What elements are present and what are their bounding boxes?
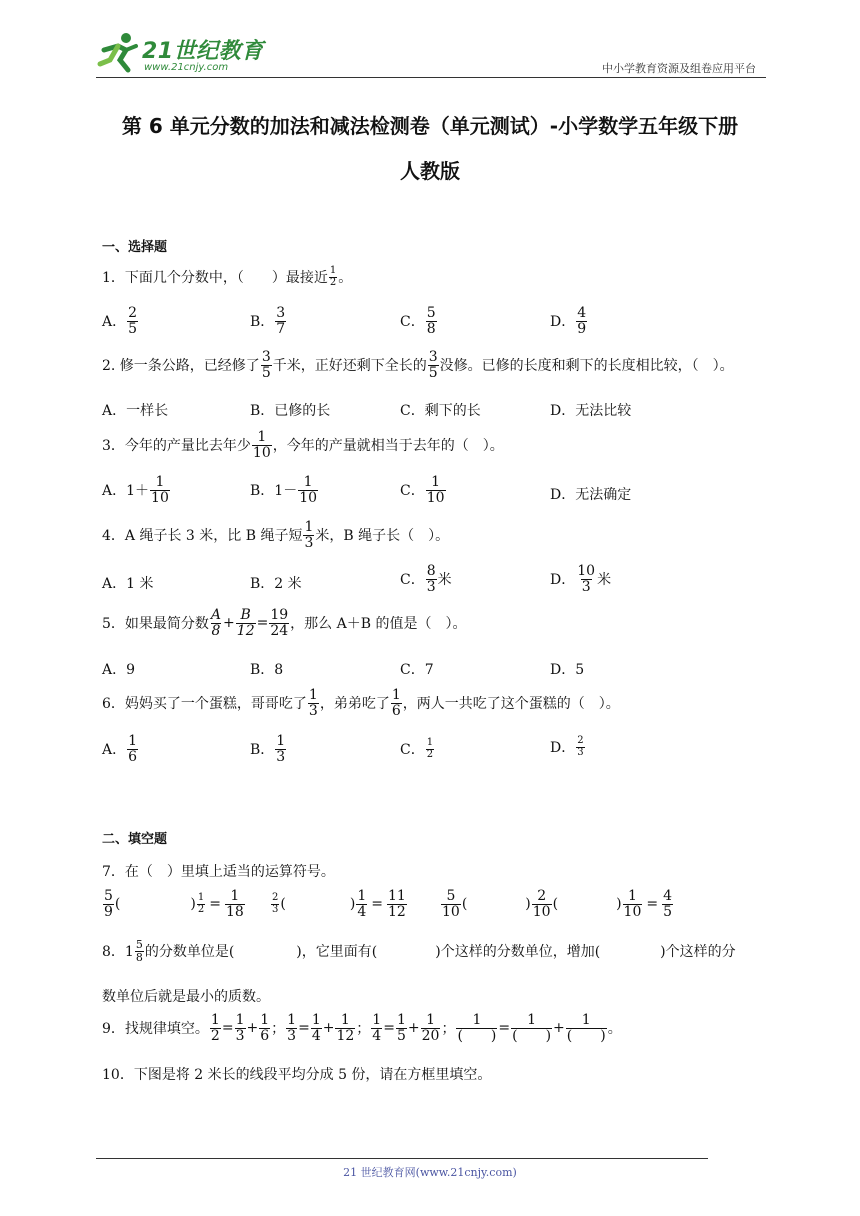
q2-fraction-1: $\frac{3}{5}$ — [261, 349, 271, 381]
q7-expression-3: $\frac{5}{10}$ ( ) $\frac{2}{10}$ ( ) $\frac{1}{10}$ = $\frac{4}{5}$ — [442, 888, 673, 920]
question-10: 10．下图是将 2 米长的线段平均分成 5 份，请在方框里填空。 — [102, 1067, 492, 1083]
q1-option-b[interactable]: B． $\frac{3}{7}$ — [250, 305, 286, 337]
q2-option-a[interactable]: A．一样长 — [102, 403, 169, 419]
q4-option-d[interactable]: D． $\frac{10}{3}$ 米 — [550, 563, 612, 595]
q2-option-c[interactable]: C．剩下的长 — [400, 403, 481, 419]
page-title-line1: 第 6 单元分数的加法和减法检测卷（单元测试）-小学数学五年级下册 — [121, 114, 739, 138]
q2-text: 2. 修一条公路，已经修了 — [102, 358, 260, 375]
q6-option-d[interactable]: D． $\frac{2}{3}$ — [550, 735, 584, 758]
site-logo — [96, 30, 264, 76]
q2-option-d[interactable]: D．无法比较 — [550, 403, 632, 419]
page-title-line2: 人教版 — [400, 159, 460, 183]
q8-line-2: 数单位后就是最小的质数。 — [102, 989, 270, 1005]
q2-option-b[interactable]: B．已修的长 — [250, 403, 331, 419]
q5-fraction-a: $\frac{A}{8}$ — [210, 607, 222, 639]
q5-text-end: ，那么 A＋B 的值是（ ）。 — [290, 616, 467, 633]
q4-option-b[interactable]: B．2 米 — [250, 576, 302, 592]
question-8: 8．1 $\frac{5}{8}$ 的分数单位是( )，它里面有( )个这样的分数单位，增加( )个这样的分 — [102, 938, 736, 964]
q1-text: 1．下面几个分数中，（ ）最接近 — [102, 270, 328, 286]
section-choice-heading: 一、选择题 — [102, 240, 168, 255]
q5-fraction-b: $\frac{B}{12}$ — [236, 607, 255, 639]
q4-option-c[interactable]: C． $\frac{8}{3}$ 米 — [400, 563, 452, 595]
footer-link[interactable]: 21 世纪教育网(www.21cnjy.com) — [343, 1166, 517, 1179]
q6-text: 6．妈妈买了一个蛋糕，哥哥吃了 — [102, 696, 307, 713]
q9-blank-2[interactable]: $\frac{1}{( )}$ — [512, 1012, 552, 1044]
q6-option-b[interactable]: B． $\frac{1}{3}$ — [250, 733, 286, 765]
q6-option-c[interactable]: C． $\frac{1}{2}$ — [400, 737, 434, 760]
question-7: 7．在（ ）里填上适当的运算符号。 — [102, 864, 335, 880]
q6-fraction-2: $\frac{1}{6}$ — [391, 687, 401, 719]
question-3 — [102, 430, 504, 460]
q7-expression-2: $\frac{2}{3}$ ( ) $\frac{1}{4}$ = $\frac{11}{12}$ — [272, 888, 406, 920]
header-rule — [96, 77, 766, 78]
q4-fraction: $\frac{1}{3}$ — [304, 519, 314, 551]
q2-fraction-2: $\frac{3}{5}$ — [428, 349, 438, 381]
q6-option-a[interactable]: A． $\frac{1}{6}$ — [102, 733, 138, 765]
question-4 — [102, 520, 449, 550]
q2-text-end: 没修。已修的长度和剩下的长度相比较，（ ）。 — [439, 358, 734, 375]
q1-option-a[interactable]: A． $\frac{2}{5}$ — [102, 305, 138, 337]
logo-text: 21世纪教育 — [142, 39, 264, 64]
q7-expression-1: $\frac{5}{9}$ ( ) $\frac{1}{2}$ = $\frac{1}{18}$ — [104, 888, 244, 920]
runner-logo-icon — [96, 30, 140, 74]
q1-fraction: $\frac{1}{2}$ — [329, 265, 337, 288]
question-9: 9．找规律填空。 $\frac{1}{2}$ = $\frac{1}{3}$ + $\frac{1}{6}$ ； $\frac{1}{3}$ = $\frac{1}{4}$ + $\frac{1}{12}$ ； $\frac{1}{4}$ = $\frac{1}{5}$ + $\frac{1}{20}$ ； $\frac{1}{( )}$ = $\frac{1}{( )}$ + $\frac{1}{( )}$ 。 — [102, 1012, 622, 1044]
q9-blank-3[interactable]: $\frac{1}{( )}$ — [566, 1012, 606, 1044]
q1-option-d[interactable]: D． $\frac{4}{9}$ — [550, 305, 587, 337]
q5-option-d[interactable]: D．5 — [550, 662, 585, 678]
q3-option-a[interactable]: A．1＋ $\frac{1}{10}$ — [102, 474, 169, 506]
q5-option-a[interactable]: A．9 — [102, 662, 136, 678]
q5-text: 5．如果最简分数 — [102, 616, 209, 633]
q3-option-b[interactable]: B．1－ $\frac{1}{10}$ — [250, 474, 318, 506]
q4-option-a[interactable]: A．1 米 — [102, 576, 154, 592]
q3-option-d[interactable]: D．无法确定 — [550, 487, 632, 503]
q5-option-c[interactable]: C．7 — [400, 662, 434, 678]
q3-option-c[interactable]: C． $\frac{1}{10}$ — [400, 474, 445, 506]
q1-text-end: 。 — [338, 270, 353, 286]
q6-text-mid: ，弟弟吃了 — [319, 696, 390, 713]
q1-option-c[interactable]: C． $\frac{5}{8}$ — [400, 305, 436, 337]
question-2 — [102, 350, 734, 380]
q3-text-end: ，今年的产量就相当于去年的（ ）。 — [272, 438, 504, 455]
q6-fraction-1: $\frac{1}{3}$ — [308, 687, 318, 719]
q9-blank-1[interactable]: $\frac{1}{( )}$ — [457, 1012, 497, 1044]
q2-text-mid: 千米，正好还剩下全长的 — [272, 358, 427, 375]
q5-fraction-sum: $\frac{19}{24}$ — [270, 607, 289, 639]
footer-rule — [96, 1158, 708, 1159]
q3-fraction: $\frac{1}{10}$ — [252, 429, 271, 461]
q5-option-b[interactable]: B．8 — [250, 662, 284, 678]
site-tagline: 中小学教育资源及组卷应用平台 — [602, 62, 756, 75]
q4-text-end: 米，B 绳子长（ ）。 — [315, 528, 450, 545]
q6-text-end: ，两人一共吃了这个蛋糕的（ ）。 — [402, 696, 620, 713]
question-1 — [102, 266, 352, 288]
q3-text: 3．今年的产量比去年少 — [102, 438, 251, 455]
question-6 — [102, 688, 620, 718]
question-5: 5．如果最简分数 $\frac{A}{8}$ + $\frac{B}{12}$ = $\frac{19}{24}$ ，那么 A＋B 的值是（ ）。 — [102, 607, 467, 639]
section-fill-heading: 二、填空题 — [102, 832, 168, 847]
logo-url: www.21cnjy.com — [144, 62, 229, 73]
q4-text: 4．A 绳子长 3 米，比 B 绳子短 — [102, 528, 303, 545]
